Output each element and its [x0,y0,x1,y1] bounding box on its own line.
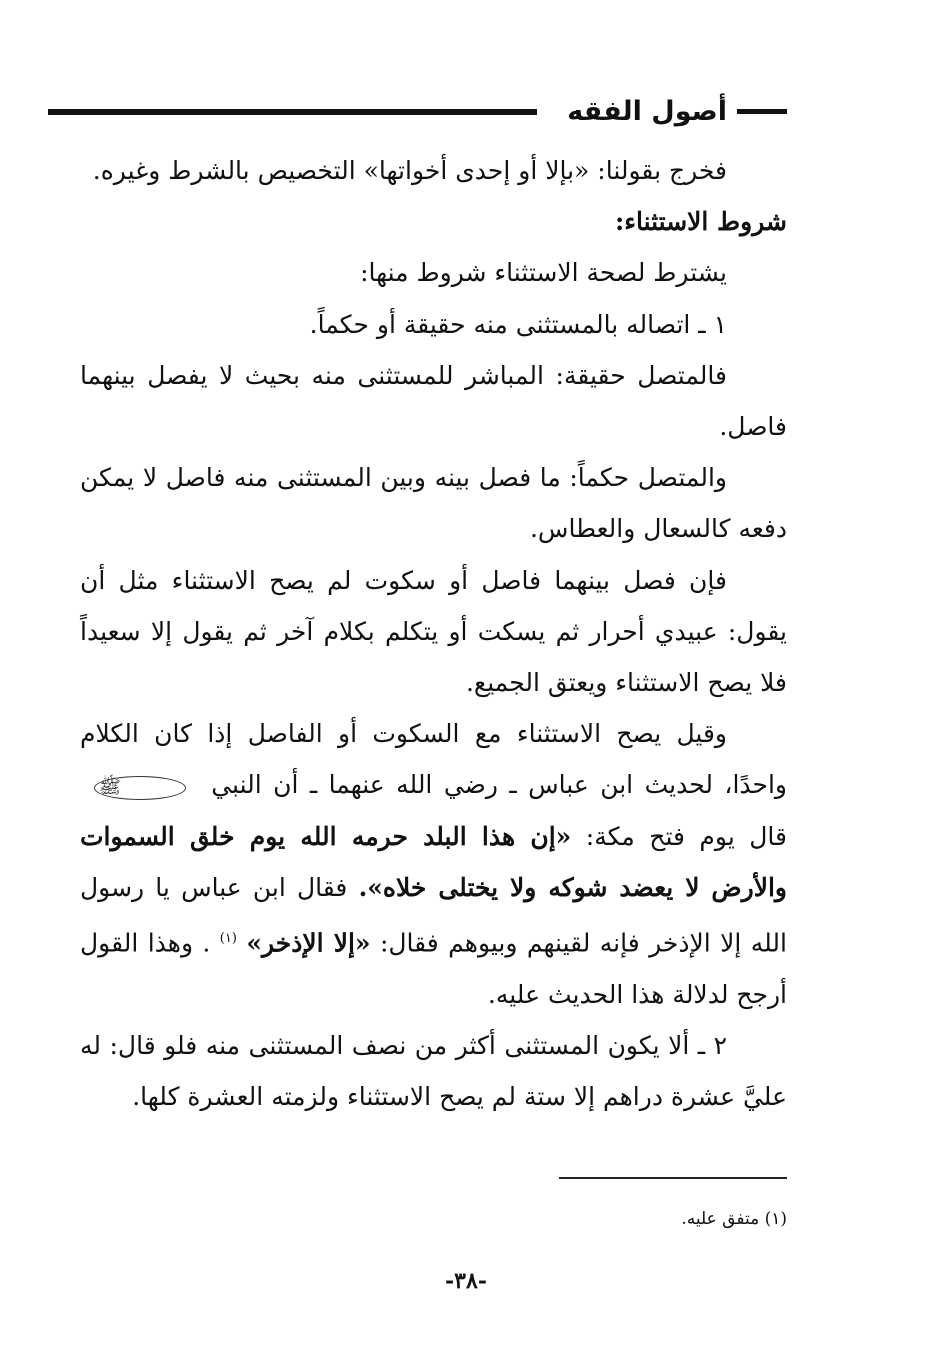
book-title: أصول الفقه [567,96,727,127]
numbered-item: ٢ ـ ألا يكون المستثنى أكثر من نصف المستثنى منه فلو قال: له عليَّ عشرة دراهم إلا ستة لم يصح الاستثناء ولزمته العشرة كلها. [80,1030,787,1111]
page-number: -٣٨- [445,1268,487,1294]
paragraph-hadith [80,708,787,1020]
footnote-ref: (١) [219,931,237,947]
paragraph: يشترط لصحة الاستثناء شروط منها: [360,258,727,288]
paragraph: فخرج بقولنا: «بإلا أو إحدى أخواتها» التخصيص بالشرط وغيره. [92,156,727,185]
hadith-context: قال يوم فتح مكة: [585,821,787,851]
numbered-item: ١ ـ اتصاله بالمستثنى منه حقيقة أو حكماً. [309,309,727,339]
header-rule [48,109,537,115]
section-heading: شروط الاستثناء: [614,207,787,237]
hadith-quote: «إن هذا البلد حرمه الله يوم خلق السموات والأرض لا يعضد شوكه ولا يختلى خلاه». [80,821,787,902]
hadith-quote-2: «إلا الإذخر» [246,928,371,958]
pbuh-glyph: ﷺ [94,776,186,800]
hadith-intro: وقيل يصح الاستثناء مع السكوت أو الفاصل إذا كان الكلام واحدًا، لحديث ابن عباس ـ رضي الله عنهما ـ أن النبي [80,719,788,800]
footnote: (١) متفق عليه. [681,1209,787,1229]
paragraph: فإن فصل بينهما فاصل أو سكوت لم يصح الاستثناء مثل أن يقول: عبيدي أحرار ثم يسكت أو يتكلم بكلام آخر ثم يقول إلا سعيداً فلا يصح الاستثناء ويعتق الجميع. [80,565,787,698]
body-text [80,145,787,1122]
paragraph: فالمتصل حقيقة: المباشر للمستثنى منه بحيث لا يفصل بينهما فاصل. [80,360,787,442]
paragraph: والمتصل حكماً: ما فصل بينه وبين المستثنى منه فاصل لا يمكن دفعه كالسعال والعطاس. [80,463,787,544]
running-header [48,92,787,132]
hadith-continuation: فقال ابن عباس يا رسول الله إلا الإذخر فإنه لقينهم وبيوهم فقال: [80,872,787,958]
hadith-conclusion: . وهذا القول أرجح لدلالة هذا الحديث عليه. [80,928,787,1009]
header-rule-short [737,109,787,114]
footnote-rule [559,1177,787,1179]
